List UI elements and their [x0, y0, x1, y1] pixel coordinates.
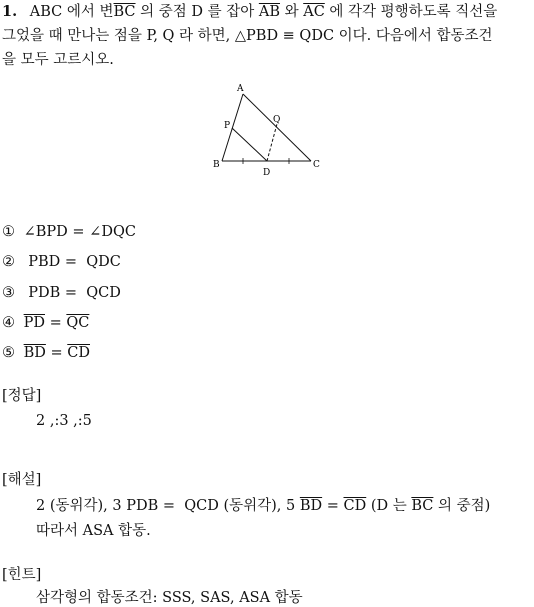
label-p: P: [224, 121, 231, 131]
choice-number: ②: [2, 254, 15, 270]
label-b: B: [213, 160, 220, 170]
choice-2: [2, 253, 121, 271]
problem-line-2: 그었을 때 만나는 점을 P, Q 라 하면, △PBD ≡ QDC 이다. 다음에서 합동조건: [2, 28, 493, 44]
problem-number: 1.: [2, 3, 18, 20]
explanation-text: (D 는: [366, 498, 412, 514]
label-c: C: [313, 160, 320, 170]
segment-pd: $\overline{PD}$: [23, 315, 45, 331]
answer-header: [정답]: [2, 388, 42, 404]
choice-1: [2, 223, 136, 241]
side-ac: [243, 94, 311, 161]
segment-bc: $\overline{BC}$: [411, 498, 434, 514]
segment-dq: [267, 124, 277, 161]
label-a: A: [237, 84, 244, 94]
equals-sign: =: [45, 315, 67, 331]
choice-3: [2, 284, 121, 302]
problem-line-3: 을 모두 고르시오.: [2, 52, 114, 68]
triangle-figure: [205, 78, 345, 188]
segment-bd: $\overline{BD}$: [23, 345, 46, 361]
choice-text: ∠BPD = ∠DQC: [23, 224, 136, 240]
hint-header: [힌트]: [2, 567, 42, 583]
explanation-text: 의 중점): [433, 498, 491, 514]
explanation-line-1: [36, 497, 490, 515]
choice-number: ①: [2, 224, 15, 240]
segment-ab: $\overline{AB}$: [258, 4, 280, 20]
equals-sign: =: [45, 345, 68, 361]
choice-text: PDB = QCD: [23, 285, 121, 301]
explanation-text: 2 (동위각), 3 PDB = QCD (동위각), 5: [36, 498, 300, 514]
problem-text: ABC 에서 변: [29, 4, 114, 20]
explanation-header: [해설]: [2, 472, 42, 488]
label-q: Q: [273, 115, 281, 125]
problem-text: 에 각각 평행하도록 직선을: [324, 4, 498, 20]
choice-number: ⑤: [2, 345, 15, 361]
choice-4: [2, 314, 89, 332]
label-d: D: [263, 168, 271, 178]
choice-number: ④: [2, 315, 15, 331]
segment-dp: [232, 128, 267, 161]
problem-line-1: [2, 3, 497, 21]
answer-text: 2 ,:3 ,:5: [36, 413, 92, 429]
segment-bc: $\overline{BC}$: [113, 4, 136, 20]
segment-cd: $\overline{CD}$: [343, 498, 367, 514]
hint-text: 삼각형의 합동조건: SSS, SAS, ASA 합동: [36, 590, 303, 606]
choice-text: PBD = QDC: [23, 254, 121, 270]
problem-text: 의 중점 D 를 잡아: [135, 4, 259, 20]
explanation-line-2: 따라서 ASA 합동.: [36, 523, 151, 539]
segment-ac: $\overline{AC}$: [303, 4, 325, 20]
segment-bd: $\overline{BD}$: [299, 498, 323, 514]
segment-cd: $\overline{CD}$: [67, 345, 90, 361]
choice-number: ③: [2, 285, 15, 301]
choice-5: [2, 344, 90, 362]
problem-text: 와: [279, 4, 304, 20]
equals-sign: =: [322, 498, 344, 514]
segment-qc: $\overline{QC}$: [66, 315, 90, 331]
